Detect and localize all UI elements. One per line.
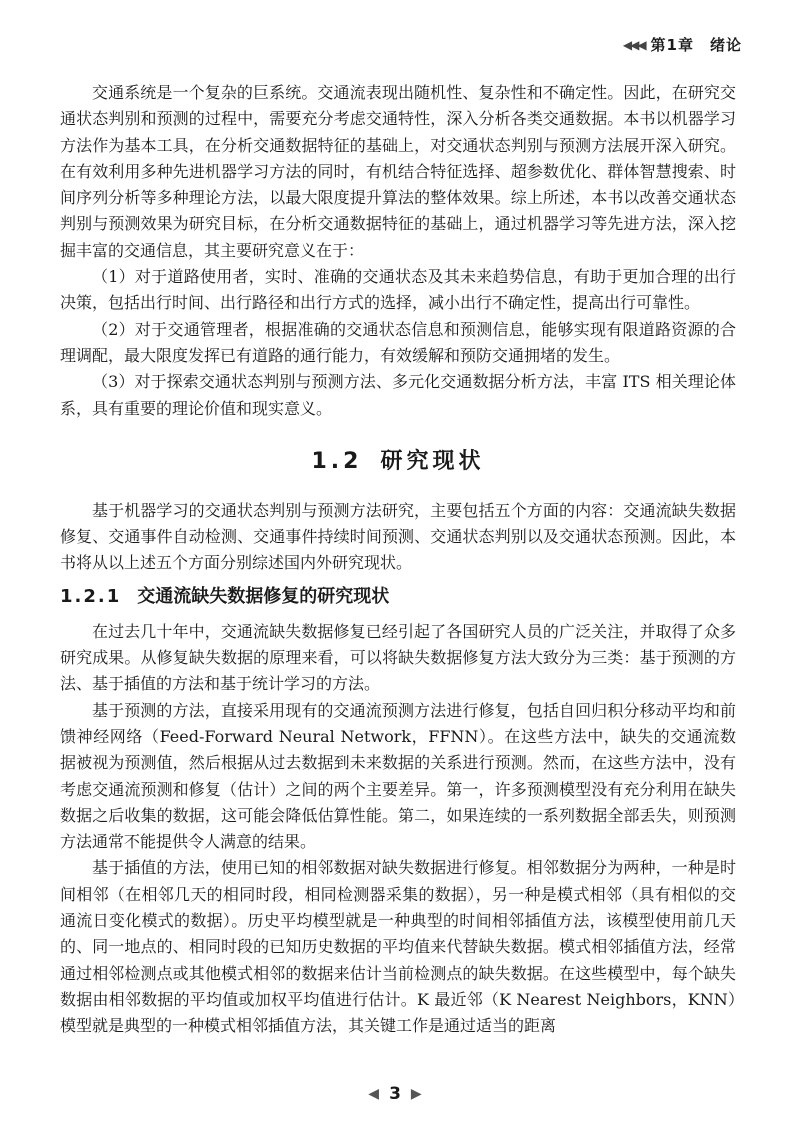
prev-page-icon: ◀ (368, 1086, 380, 1102)
section-intro-paragraph: 基于机器学习的交通状态判别与预测方法研究，主要包括五个方面的内容：交通流缺失数据修复、交通事件自动检测、交通事件持续时间预测、交通状态判别以及交通状态预测。因此，本书将从以上述五个方面分别综述国内外研究现状。 (60, 500, 736, 573)
subsection-number: 1.2.1 (60, 585, 122, 607)
next-page-icon: ▶ (410, 1086, 422, 1102)
page-body (60, 80, 736, 1040)
nav-arrows-icon: ◀◀◀ (622, 37, 645, 52)
running-head (623, 34, 742, 55)
body-paragraph: （2）对于交通管理者，根据准确的交通状态信息和预测信息，能够实现有限道路资源的合理调配，最大限度发挥已有道路的通行能力，有效缓解和预防交通拥堵的发生。 (60, 319, 736, 365)
body-paragraph: 在过去几十年中，交通流缺失数据修复已经引起了各国研究人员的广泛关注，并取得了众多研究成果。从修复缺失数据的原理来看，可以将缺失数据修复方法大致分为三类：基于预测的方法、基于插值的方法和基于统计学习的方法。 (60, 621, 736, 694)
page-number: 3 (389, 1084, 401, 1104)
body-paragraph: （3）对于探索交通状态判别与预测方法、多元化交通数据分析方法，丰富 ITS 相关理论体系，具有重要的理论价值和现实意义。 (60, 372, 736, 418)
section-heading (60, 446, 736, 478)
body-paragraph: 基于插值的方法，使用已知的相邻数据对缺失数据进行修复。相邻数据分为两种，一种是时间相邻（在相邻几天的相同时段，相同检测器采集的数据），另一种是模式相邻（具有相似的交通流日变化模式的数据）。历史平均模型就是一种典型的时间相邻插值方法，该模型使用前几天的、同一地点的、相同时段的已知历史数据的平均值来代替缺失数据。模式相邻插值方法，经常通过相邻检测点或其他模式相邻的数据来估计当前检测点的缺失数据。在这些模型中，每个缺失数据由相邻数据的平均值或加权平均值进行估计。K 最近邻（K Nearest Neighbors，KNN）模型就是典型的一种模式相邻插值方法，其关键工作是通过适当的距离 (60, 858, 736, 1036)
body-paragraph: 基于预测的方法，直接采用现有的交通流预测方法进行修复，包括自回归积分移动平均和前馈神经网络（Feed-Forward Neural Network，FFNN）。在这些方法中，缺失的交通流数据被视为预测值，然后根据从过去数据到未来数据的关系进行预测。然而，在这些方法中，没有考虑交通流预测和修复（估计）之间的两个主要差异。第一，许多预测模型没有充分利用在缺失数据之后收集的数据，这可能会降低估算性能。第二，如果连续的一系列数据全部丢失，则预测方法通常不能提供令人满意的结果。 (60, 700, 736, 852)
body-paragraph: 交通系统是一个复杂的巨系统。交通流表现出随机性、复杂性和不确定性。因此，在研究交通状态判别和预测的过程中，需要充分考虑交通特性，深入分析各类交通数据。本书以机器学习方法作为基本工具，在分析交通数据特征的基础上，对交通状态判别与预测方法展开深入研究。在有效利用多种先进机器学习方法的同时，有机结合特征选择、超参数优化、群体智慧搜索、时间序列分析等多种理论方法，以最大限度提升算法的整体效果。综上所述，本书以改善交通状态判别与预测效果为研究目标，在分析交通数据特征的基础上，通过机器学习等先进方法，深入挖掘丰富的交通信息，其主要研究意义在于： (60, 83, 736, 260)
chapter-title: 绪论 (709, 36, 742, 54)
section-number: 1.2 (311, 448, 363, 474)
subsection-title: 交通流缺失数据修复的研究现状 (137, 585, 390, 607)
section-title: 研究现状 (380, 448, 485, 474)
page-footer (0, 1084, 790, 1104)
subsection-heading (60, 583, 736, 611)
body-paragraph: （1）对于道路使用者，实时、准确的交通状态及其未来趋势信息，有助于更加合理的出行决策，包括出行时间、出行路径和出行方式的选择，减小出行不确定性，提高出行可靠性。 (60, 267, 736, 313)
chapter-label: 第1章 (650, 36, 694, 54)
